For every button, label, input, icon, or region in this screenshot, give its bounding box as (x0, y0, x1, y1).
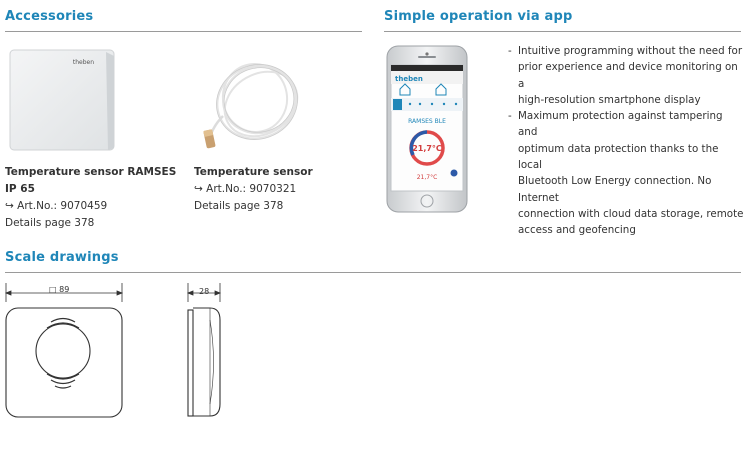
feature-line: - Maximum protection against tampering and (518, 110, 723, 139)
accessories-rule (5, 31, 362, 32)
feature-line: - Intuitive programming without the need for (518, 45, 743, 57)
cable-arrow-icon: ↪ (194, 183, 203, 195)
accessories-heading: Accessories (5, 9, 94, 24)
app-feature-item (508, 43, 744, 108)
ramses-details: Details page 378 (5, 217, 95, 229)
side-view-drawing (180, 280, 230, 422)
ramses-sensor-image (8, 48, 118, 152)
phone-device-name: RAMSES BLE (408, 118, 446, 125)
side-dimension-label: 28 (199, 287, 210, 296)
ramses-title-line1: Temperature sensor RAMSES (5, 166, 177, 178)
feature-line: access and geofencing (518, 224, 636, 237)
front-view-drawing (0, 280, 130, 422)
feature-line: connection with cloud data storage, remote (518, 207, 744, 220)
scale-rule (5, 272, 741, 273)
phone-temp-main: 21,7°C (412, 144, 442, 153)
cable-sensor-image (195, 44, 305, 154)
app-feature-item (508, 108, 744, 238)
app-heading: Simple operation via app (384, 9, 573, 24)
ramses-arrow-icon: ↪ (5, 200, 14, 212)
phone-brand-logo: theben (395, 75, 423, 83)
ramses-brand-logo: theben (72, 59, 94, 66)
feature-line: optimum data protection thanks to the local (518, 142, 719, 172)
ramses-title-line2: IP 65 (5, 183, 35, 195)
cable-details: Details page 378 (194, 200, 284, 212)
feature-line: prior experience and device monitoring on a (518, 61, 738, 90)
app-feature-list (508, 43, 744, 239)
cable-sensor-title: Temperature sensor (194, 166, 313, 178)
ramses-art-no: Art.No.: 9070459 (17, 200, 108, 212)
ramses-caption (5, 164, 185, 232)
feature-line: Bluetooth Low Energy connection. No Internet (518, 175, 712, 204)
cable-sensor-caption (194, 164, 359, 215)
feature-line: high-resolution smartphone display (518, 93, 701, 106)
app-rule (384, 31, 741, 32)
cable-art-no: Art.No.: 9070321 (206, 183, 297, 195)
scale-heading: Scale drawings (5, 250, 119, 265)
phone-action-button (451, 170, 458, 177)
phone-temp-small: 21,7°C (416, 174, 438, 181)
front-dimension-label: □ 89 (49, 285, 70, 294)
smartphone-image (386, 45, 468, 213)
